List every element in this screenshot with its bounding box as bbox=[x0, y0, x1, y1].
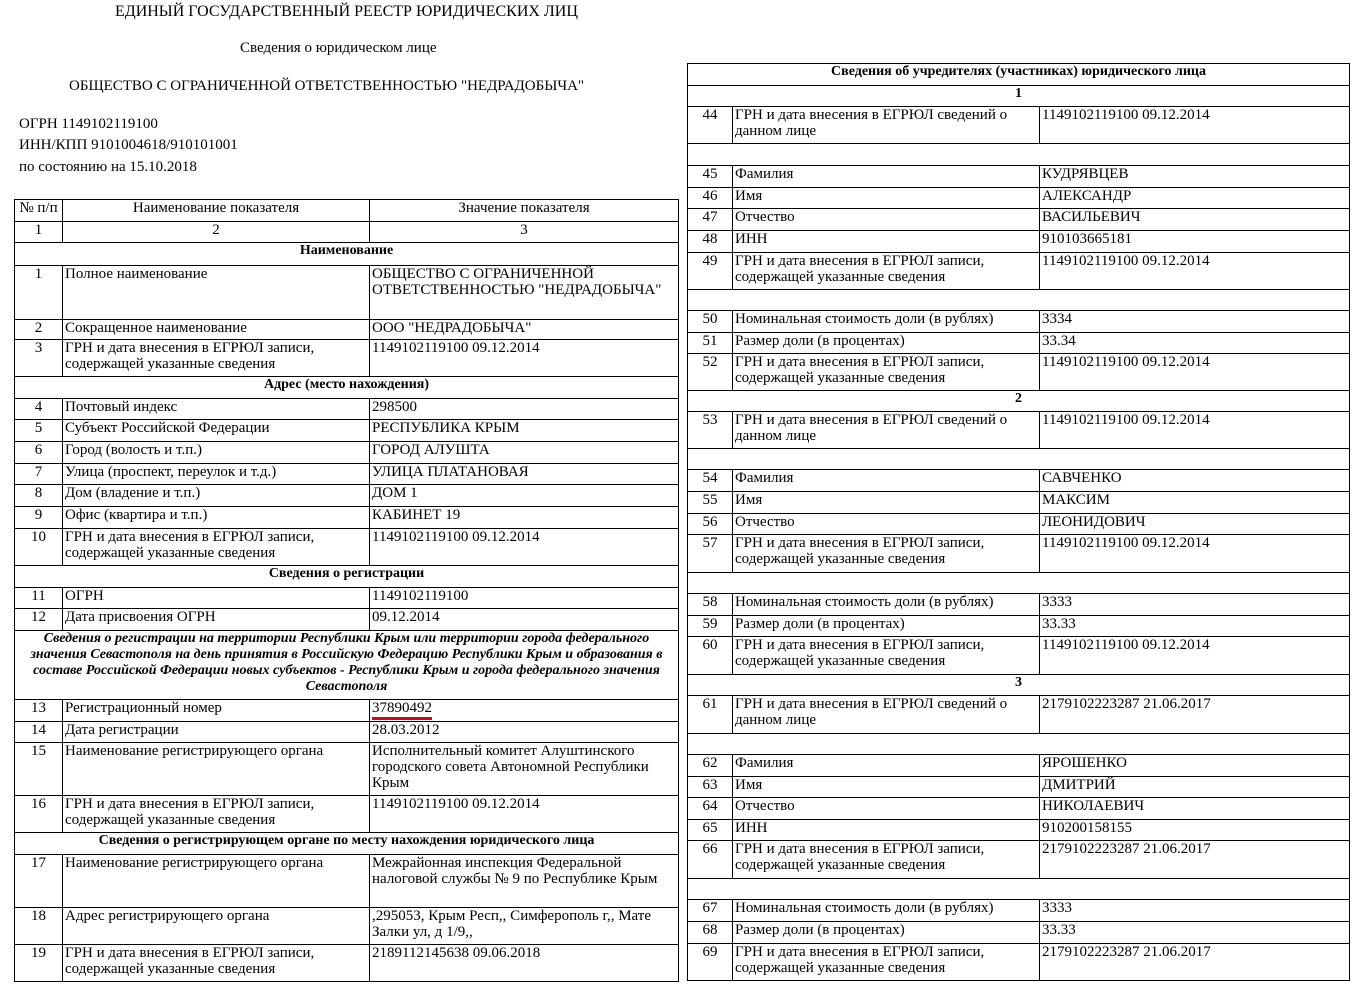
row-label: Наименование регистрирующего органа bbox=[63, 743, 370, 796]
row-number: 69 bbox=[688, 944, 733, 981]
spacer-row bbox=[688, 144, 1350, 166]
row-value: ВАСИЛЬЕВИЧ bbox=[1040, 209, 1350, 231]
row-number: 7 bbox=[15, 464, 63, 485]
table-row bbox=[15, 340, 679, 377]
row-value: 910200158155 bbox=[1040, 820, 1350, 841]
row-label: Номинальная стоимость доли (в рублях) bbox=[733, 311, 1040, 333]
col-number-2: 2 bbox=[63, 222, 370, 243]
row-label: Фамилия bbox=[733, 470, 1040, 492]
row-label: Фамилия bbox=[733, 755, 1040, 777]
col-number-3: 3 bbox=[370, 222, 679, 243]
row-number: 2 bbox=[15, 320, 63, 340]
row-number: 1 bbox=[15, 266, 63, 320]
table-row bbox=[688, 777, 1350, 798]
row-number: 61 bbox=[688, 696, 733, 734]
row-value: 09.12.2014 bbox=[370, 609, 679, 631]
spacer-row bbox=[688, 573, 1350, 594]
row-value: РЕСПУБЛИКА КРЫМ bbox=[370, 420, 679, 442]
table-row bbox=[688, 166, 1350, 188]
row-label: Субъект Российской Федерации bbox=[63, 420, 370, 442]
document-subtitle: Сведения о юридическом лице bbox=[240, 40, 437, 56]
founders-title: Сведения об учредителях (участниках) юридического лица bbox=[688, 64, 1350, 86]
inn-kpp-line: ИНН/КПП 9101004618/910101001 bbox=[19, 137, 238, 153]
row-number: 4 bbox=[15, 399, 63, 420]
table-row bbox=[688, 209, 1350, 231]
row-label: ГРН и дата внесения в ЕГРЮЛ записи, содержащей указанные сведения bbox=[733, 637, 1040, 675]
row-label: ГРН и дата внесения в ЕГРЮЛ записи, содержащей указанные сведения bbox=[733, 944, 1040, 981]
table-row bbox=[15, 464, 679, 485]
row-label: ОГРН bbox=[63, 588, 370, 609]
row-label: Регистрационный номер bbox=[63, 700, 370, 722]
row-value: УЛИЦА ПЛАТАНОВАЯ bbox=[370, 464, 679, 485]
row-value: ОБЩЕСТВО С ОГРАНИЧЕННОЙ ОТВЕТСТВЕННОСТЬЮ "НЕДРАДОБЫЧА" bbox=[370, 266, 679, 320]
table-row bbox=[15, 320, 679, 340]
row-value: ДМИТРИЙ bbox=[1040, 777, 1350, 798]
row-label: Наименование регистрирующего органа bbox=[63, 855, 370, 908]
row-label: Сокращенное наименование bbox=[63, 320, 370, 340]
row-value: 2179102223287 21.06.2017 bbox=[1040, 944, 1350, 981]
row-value: 1149102119100 09.12.2014 bbox=[1040, 412, 1350, 449]
table-row bbox=[15, 485, 679, 507]
row-label: ГРН и дата внесения в ЕГРЮЛ записи, содержащей указанные сведения bbox=[63, 340, 370, 377]
table-row bbox=[15, 507, 679, 529]
row-value: АЛЕКСАНДР bbox=[1040, 188, 1350, 209]
row-number: 14 bbox=[15, 722, 63, 743]
row-value: МАКСИМ bbox=[1040, 492, 1350, 514]
row-label: ИНН bbox=[733, 231, 1040, 253]
table-row bbox=[688, 755, 1350, 777]
row-number: 50 bbox=[688, 311, 733, 333]
spacer-row bbox=[688, 290, 1350, 311]
section-registration: Сведения о регистрации bbox=[15, 566, 679, 588]
registration-number-highlighted: 37890492 bbox=[372, 700, 432, 720]
row-value: КАБИНЕТ 19 bbox=[370, 507, 679, 529]
row-label: Дата регистрации bbox=[63, 722, 370, 743]
row-value: 1149102119100 09.12.2014 bbox=[1040, 637, 1350, 675]
row-value: 3334 bbox=[1040, 311, 1350, 333]
row-value: 1149102119100 09.12.2014 bbox=[1040, 535, 1350, 573]
spacer-row bbox=[688, 449, 1350, 470]
row-value: 28.03.2012 bbox=[370, 722, 679, 743]
row-value: НИКОЛАЕВИЧ bbox=[1040, 798, 1350, 820]
row-number: 16 bbox=[15, 796, 63, 833]
row-number: 59 bbox=[688, 616, 733, 637]
col-header-indicator: Наименование показателя bbox=[63, 200, 370, 222]
row-value: 1149102119100 bbox=[370, 588, 679, 609]
table-row bbox=[15, 609, 679, 631]
table-row bbox=[15, 796, 679, 833]
row-label: Имя bbox=[733, 188, 1040, 209]
table-row bbox=[688, 492, 1350, 514]
table-row bbox=[688, 311, 1350, 333]
row-value: ,295053, Крым Респ,, Симферополь г,, Мате Залки ул, д 1/9,, bbox=[370, 908, 679, 945]
table-row bbox=[15, 700, 679, 722]
table-row bbox=[688, 944, 1350, 981]
registry-title: ЕДИНЫЙ ГОСУДАРСТВЕННЫЙ РЕЕСТР ЮРИДИЧЕСКИХ ЛИЦ bbox=[115, 3, 578, 20]
row-value: 1149102119100 09.12.2014 bbox=[370, 529, 679, 566]
row-value: 2189112145638 09.06.2018 bbox=[370, 945, 679, 982]
row-number: 57 bbox=[688, 535, 733, 573]
row-value: САВЧЕНКО bbox=[1040, 470, 1350, 492]
row-value: 1149102119100 09.12.2014 bbox=[1040, 354, 1350, 391]
row-value: 1149102119100 09.12.2014 bbox=[370, 796, 679, 833]
section-registering-body: Сведения о регистрирующем органе по месту нахождения юридического лица bbox=[15, 833, 679, 855]
row-value: 3333 bbox=[1040, 594, 1350, 616]
table-row bbox=[15, 399, 679, 420]
row-value: ООО "НЕДРАДОБЫЧА" bbox=[370, 320, 679, 340]
row-number: 66 bbox=[688, 841, 733, 879]
table-row bbox=[688, 841, 1350, 879]
row-label: Дата присвоения ОГРН bbox=[63, 609, 370, 631]
row-number: 44 bbox=[688, 107, 733, 144]
row-number: 64 bbox=[688, 798, 733, 820]
table-row bbox=[688, 820, 1350, 841]
row-label: ГРН и дата внесения в ЕГРЮЛ записи, содержащей указанные сведения bbox=[63, 945, 370, 982]
table-row bbox=[15, 743, 679, 796]
section-address: Адрес (место нахождения) bbox=[15, 377, 679, 399]
col-header-value: Значение показателя bbox=[370, 200, 679, 222]
row-number: 18 bbox=[15, 908, 63, 945]
row-value: ДОМ 1 bbox=[370, 485, 679, 507]
row-label: Имя bbox=[733, 492, 1040, 514]
table-row bbox=[688, 922, 1350, 944]
table-row bbox=[15, 855, 679, 908]
founder-group-number: 1 bbox=[688, 86, 1350, 107]
section-name: Наименование bbox=[15, 243, 679, 266]
row-label: Почтовый индекс bbox=[63, 399, 370, 420]
row-number: 67 bbox=[688, 900, 733, 922]
row-number: 53 bbox=[688, 412, 733, 449]
row-number: 62 bbox=[688, 755, 733, 777]
row-number: 49 bbox=[688, 253, 733, 290]
row-label: Дом (владение и т.п.) bbox=[63, 485, 370, 507]
row-value: 2179102223287 21.06.2017 bbox=[1040, 841, 1350, 879]
table-row bbox=[15, 908, 679, 945]
row-label: Отчество bbox=[733, 798, 1040, 820]
row-number: 60 bbox=[688, 637, 733, 675]
table-row bbox=[688, 616, 1350, 637]
row-label: ГРН и дата внесения в ЕГРЮЛ сведений о данном лице bbox=[733, 107, 1040, 144]
table-row bbox=[688, 253, 1350, 290]
section-crimea-registration: Сведения о регистрации на территории Республики Крым или территории города федерального значения Севастополя на день принятия в Российскую Федерацию Республики Крым и образования в составе Российской Федерации новых субъектов - Республики Крым и города федерального значения Севастополя bbox=[15, 631, 679, 700]
row-label: Номинальная стоимость доли (в рублях) bbox=[733, 594, 1040, 616]
row-number: 51 bbox=[688, 333, 733, 354]
row-label: Улица (проспект, переулок и т.д.) bbox=[63, 464, 370, 485]
row-number: 52 bbox=[688, 354, 733, 391]
row-label: Отчество bbox=[733, 209, 1040, 231]
row-value: 33.33 bbox=[1040, 922, 1350, 944]
row-number: 9 bbox=[15, 507, 63, 529]
row-label: ГРН и дата внесения в ЕГРЮЛ записи, содержащей указанные сведения bbox=[63, 529, 370, 566]
row-number: 15 bbox=[15, 743, 63, 796]
row-value: 3333 bbox=[1040, 900, 1350, 922]
row-value: 1149102119100 09.12.2014 bbox=[370, 340, 679, 377]
spacer-row bbox=[688, 734, 1350, 755]
table-row bbox=[688, 798, 1350, 820]
col-number-1: 1 bbox=[15, 222, 63, 243]
row-number: 13 bbox=[15, 700, 63, 722]
as-of-line: по состоянию на 15.10.2018 bbox=[19, 159, 197, 175]
table-row bbox=[688, 354, 1350, 391]
row-label: ГРН и дата внесения в ЕГРЮЛ записи, содержащей указанные сведения bbox=[733, 535, 1040, 573]
row-number: 10 bbox=[15, 529, 63, 566]
table-row bbox=[15, 529, 679, 566]
row-value: 910103665181 bbox=[1040, 231, 1350, 253]
founders-table bbox=[687, 63, 1350, 981]
table-row bbox=[15, 588, 679, 609]
row-label: ГРН и дата внесения в ЕГРЮЛ сведений о данном лице bbox=[733, 696, 1040, 734]
row-number: 65 bbox=[688, 820, 733, 841]
row-label: Размер доли (в процентах) bbox=[733, 922, 1040, 944]
row-label: ГРН и дата внесения в ЕГРЮЛ записи, содержащей указанные сведения bbox=[733, 354, 1040, 391]
row-number: 47 bbox=[688, 209, 733, 231]
table-row bbox=[15, 945, 679, 982]
row-label: Адрес регистрирующего органа bbox=[63, 908, 370, 945]
row-value: 298500 bbox=[370, 399, 679, 420]
row-value bbox=[370, 700, 679, 722]
table-row bbox=[15, 266, 679, 320]
row-value: Исполнительный комитет Алуштинского городского совета Автономной Республики Крым bbox=[370, 743, 679, 796]
row-number: 19 bbox=[15, 945, 63, 982]
company-details-table bbox=[14, 199, 679, 982]
row-label: Город (волость и т.п.) bbox=[63, 442, 370, 464]
row-label: ГРН и дата внесения в ЕГРЮЛ записи, содержащей указанные сведения bbox=[733, 253, 1040, 290]
spacer-row bbox=[688, 879, 1350, 900]
row-number: 48 bbox=[688, 231, 733, 253]
row-number: 63 bbox=[688, 777, 733, 798]
row-label: Имя bbox=[733, 777, 1040, 798]
row-label: ГРН и дата внесения в ЕГРЮЛ записи, содержащей указанные сведения bbox=[63, 796, 370, 833]
table-row bbox=[15, 722, 679, 743]
row-value: ГОРОД АЛУШТА bbox=[370, 442, 679, 464]
row-number: 3 bbox=[15, 340, 63, 377]
table-row bbox=[688, 514, 1350, 535]
table-row bbox=[688, 412, 1350, 449]
row-label: Размер доли (в процентах) bbox=[733, 333, 1040, 354]
row-label: Размер доли (в процентах) bbox=[733, 616, 1040, 637]
column-header-row bbox=[15, 200, 679, 222]
founder-group-number: 3 bbox=[688, 675, 1350, 696]
row-label: Офис (квартира и т.п.) bbox=[63, 507, 370, 529]
row-number: 5 bbox=[15, 420, 63, 442]
row-value: ЯРОШЕНКО bbox=[1040, 755, 1350, 777]
table-row bbox=[15, 442, 679, 464]
table-row bbox=[688, 188, 1350, 209]
row-value: 2179102223287 21.06.2017 bbox=[1040, 696, 1350, 734]
table-row bbox=[688, 637, 1350, 675]
table-row bbox=[688, 594, 1350, 616]
row-number: 17 bbox=[15, 855, 63, 908]
row-label: Полное наименование bbox=[63, 266, 370, 320]
row-value: Межрайонная инспекция Федеральной налоговой службы № 9 по Республике Крым bbox=[370, 855, 679, 908]
row-number: 54 bbox=[688, 470, 733, 492]
row-label: Фамилия bbox=[733, 166, 1040, 188]
row-value: 1149102119100 09.12.2014 bbox=[1040, 107, 1350, 144]
row-number: 45 bbox=[688, 166, 733, 188]
founder-group-number: 2 bbox=[688, 391, 1350, 412]
row-number: 46 bbox=[688, 188, 733, 209]
row-label: ГРН и дата внесения в ЕГРЮЛ сведений о данном лице bbox=[733, 412, 1040, 449]
row-number: 12 bbox=[15, 609, 63, 631]
table-row bbox=[688, 107, 1350, 144]
row-number: 6 bbox=[15, 442, 63, 464]
table-row bbox=[688, 535, 1350, 573]
row-label: Номинальная стоимость доли (в рублях) bbox=[733, 900, 1040, 922]
row-value: 33.33 bbox=[1040, 616, 1350, 637]
row-value: 1149102119100 09.12.2014 bbox=[1040, 253, 1350, 290]
ogrn-line: ОГРН 1149102119100 bbox=[19, 116, 158, 132]
company-name-heading: ОБЩЕСТВО С ОГРАНИЧЕННОЙ ОТВЕТСТВЕННОСТЬЮ "НЕДРАДОБЫЧА" bbox=[69, 78, 585, 94]
row-number: 55 bbox=[688, 492, 733, 514]
row-value: 33.34 bbox=[1040, 333, 1350, 354]
col-header-num: № п/п bbox=[15, 200, 63, 222]
row-label: ИНН bbox=[733, 820, 1040, 841]
row-label: ГРН и дата внесения в ЕГРЮЛ записи, содержащей указанные сведения bbox=[733, 841, 1040, 879]
row-number: 8 bbox=[15, 485, 63, 507]
row-value: ЛЕОНИДОВИЧ bbox=[1040, 514, 1350, 535]
table-row bbox=[688, 333, 1350, 354]
row-number: 58 bbox=[688, 594, 733, 616]
row-label: Отчество bbox=[733, 514, 1040, 535]
column-number-row bbox=[15, 222, 679, 243]
table-row bbox=[688, 231, 1350, 253]
table-row bbox=[688, 900, 1350, 922]
row-number: 68 bbox=[688, 922, 733, 944]
table-row bbox=[688, 696, 1350, 734]
table-row bbox=[688, 470, 1350, 492]
row-value: КУДРЯВЦЕВ bbox=[1040, 166, 1350, 188]
row-number: 11 bbox=[15, 588, 63, 609]
row-number: 56 bbox=[688, 514, 733, 535]
table-row bbox=[15, 420, 679, 442]
